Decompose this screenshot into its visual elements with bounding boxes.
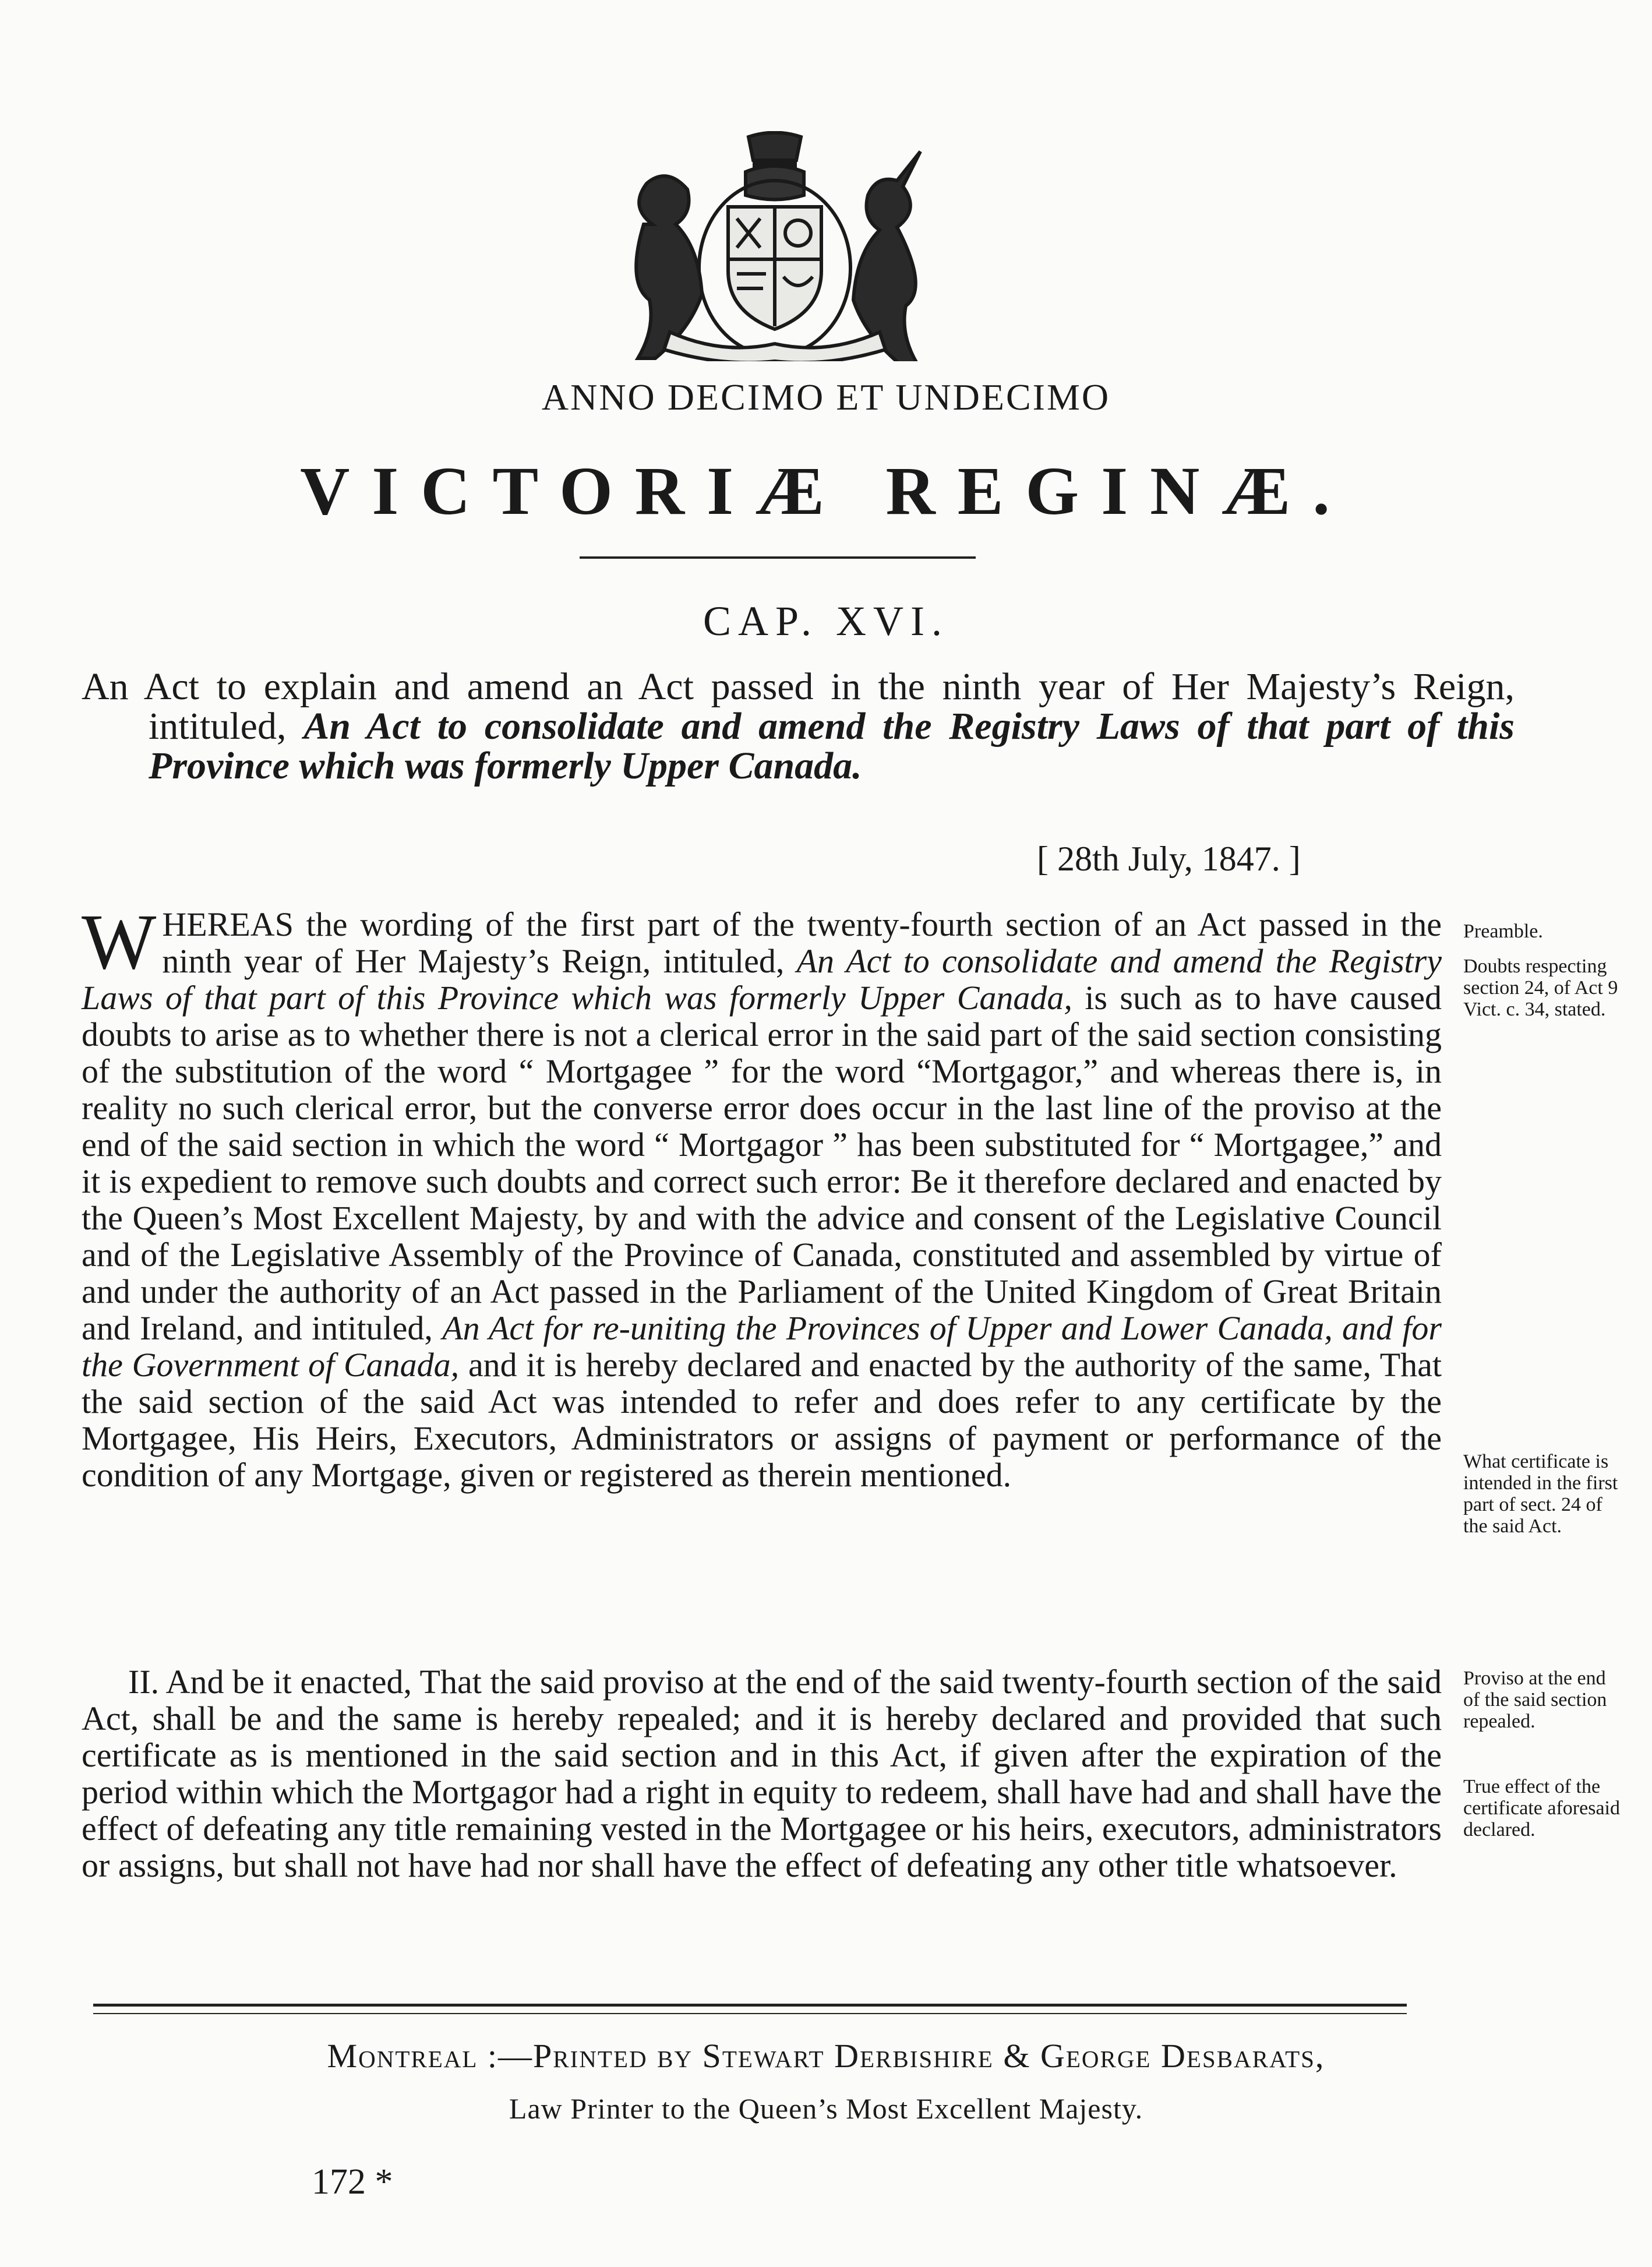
- section-two-text: II. And be it enacted, That the said proviso at the end of the said twenty-fourth section of the said Act, shall be and the same is hereby repealed; and it is hereby declared and provided that such certificate as is mentioned in the said section and in this Act, if given after the expiration of the period within which the Mortgagor had a right in equity to redeem, shall have had and shall have the effect of defeating any title remaining vested in the Mortgagee or his heirs, executors, administrators or assigns, but shall not have had nor shall have the effect of defeating any other title whatsoever.: [82, 1663, 1442, 1884]
- preamble-italic-b: An Act for re-uniting the Provinces of Upper and Lower Canada, and for the Government of Canada,: [82, 1309, 1442, 1384]
- section-two: [82, 1663, 1442, 1884]
- chapter-number: CAP. XVI.: [703, 598, 949, 644]
- royal-coat-of-arms-icon: [588, 131, 961, 361]
- regnal-title: VICTORIÆ REGINÆ.: [300, 453, 1352, 529]
- section-preamble: [82, 898, 1442, 1494]
- preamble-text-a: HEREAS the wording of the first part of the twenty-fourth section of an Act passed in the ninth year of Her Majesty’s Reign, intituled,: [162, 905, 1442, 980]
- margin-note-preamble: Preamble.: [1463, 921, 1543, 942]
- divider: [580, 556, 976, 559]
- margin-note-certificate: What certificate is intended in the first part of sect. 24 of the said Act.: [1463, 1451, 1618, 1537]
- act-title: [82, 667, 1515, 786]
- margin-note-proviso: Proviso at the end of the said section repealed.: [1463, 1667, 1607, 1732]
- preamble-text-c: and it is hereby declared and enacted by the authority of the same, That the said section of the said Act was intended to refer and does refer to any certificate by the Mortgagee, His Heirs, Executors, Administrators or assigns of payment or performance of the condition of any Mortgage, given or registered as therein mentioned.: [82, 1346, 1442, 1494]
- act-title-italic: An Act to consolidate and amend the Registry Laws of that part of this Province which was formerly Upper Canada.: [149, 705, 1515, 787]
- double-rule: [93, 2004, 1407, 2014]
- regnal-year-heading: ANNO DECIMO ET UNDECIMO: [541, 376, 1111, 418]
- folio-number: 172 *: [312, 2162, 393, 2202]
- act-title-text: An Act to explain and amend an Act passed in the ninth year of Her Majesty’s Reign, intituled,: [82, 665, 1515, 748]
- margin-note-doubts: Doubts respecting section 24, of Act 9 Vict. c. 34, stated.: [1463, 956, 1618, 1020]
- preamble-italic-a: An Act to consolidate and amend the Registry Laws of that part of this Province which was formerly Upper Canada,: [82, 942, 1442, 1017]
- drop-cap: W: [82, 898, 157, 986]
- margin-note-true-effect: True effect of the certificate aforesaid declared.: [1463, 1776, 1620, 1841]
- assent-date: [ 28th July, 1847. ]: [1037, 840, 1301, 878]
- preamble-text-b: is such as to have caused doubts to arise as to whether there is not a clerical error in the said part of the said section consisting of the substitution of the word “ Mortgagee ” for the word “Mortgagor,” and whereas there is, in reality no such clerical error, but the converse error does occur in the last line of the proviso at the end of the said section in which the word “ Mortgagor ” has been substituted for “ Mortgagee,” and it is expedient to remove such doubts and correct such error: Be it therefore declared and enacted by the Queen’s Most Excellent Majesty, by and with the advice and consent of the Legislative Council and of the Legislative Assembly of the Province of Canada, constituted and assembled by virtue of and under the authority of an Act passed in the Parliament of the United Kingdom of Great Britain and Ireland, and intituled,: [82, 979, 1442, 1347]
- printer-line: Montreal :—Printed by Stewart Derbishire & George Desbarats,: [327, 2037, 1325, 2075]
- law-printer-line: Law Printer to the Queen’s Most Excellent Majesty.: [509, 2092, 1143, 2125]
